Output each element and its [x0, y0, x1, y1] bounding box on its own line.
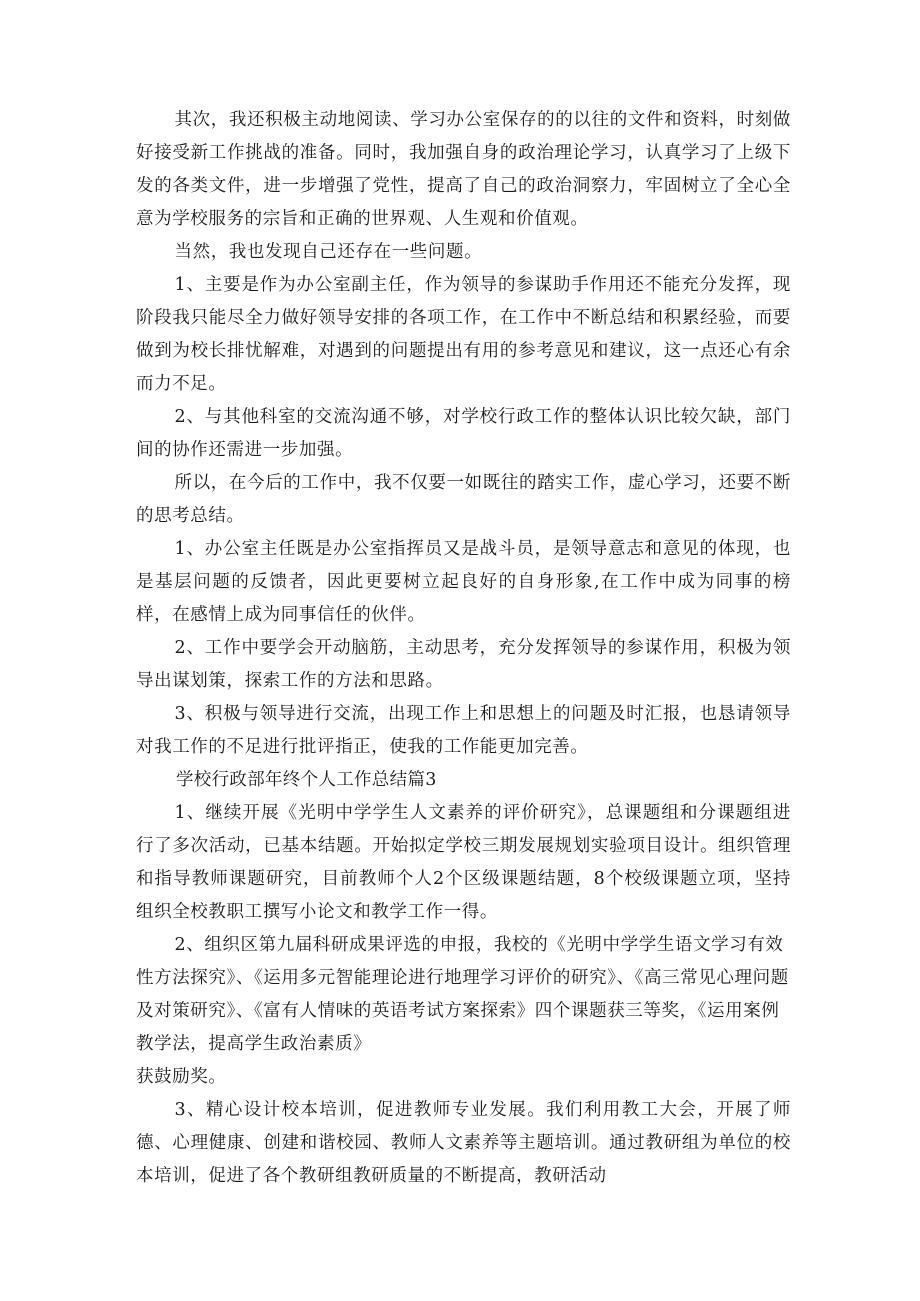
section-paragraph-2-tail: 获鼓励奖。 [136, 1067, 227, 1087]
paragraph-study-documents: 其次，我还积极主动地阅读、学习办公室保存的的以往的文件和资料，时刻做好接受新工作挑战的准备。同时，我加强自身的政治理论学习，认真学习了上级下发的各类文件，进一步增强了党性，提高了自己的政治洞察力，牢固树立了全心全意为学校服务的宗旨和正确的世界观、人生观和价值观。 [136, 110, 791, 229]
section-paragraph-2: 2、组织区第九届科研成果评选的申报，我校的《光明中学学生语文学习有效性方法探究》、《运用多元智能理论进行地理学习评价的研究》、《高三常见心理问题及对策研究》、《富有人情味的英语考试方案探索》四个课题获三等奖，《运用案例教学法，提高学生政治素质》 [136, 935, 789, 1054]
paragraph-plan-1: 1、办公室主任既是办公室指挥员又是战斗员，是领导意志和意见的体现，也是基层问题的反馈者，因此更要树立起良好的自身形象,在工作中成为同事的榜样，在感情上成为同事信任的伙伴。 [136, 539, 791, 625]
paragraph-problems-intro: 当然，我也发现自己还存在一些问题。 [174, 242, 483, 262]
paragraph-plan-3: 3、积极与领导进行交流，出现工作上和思想上的问题及时汇报，也恳请领导对我工作的不足进行批评指正，使我的工作能更加完善。 [136, 704, 791, 757]
section-paragraph-3: 3、精心设计校本培训，促进教师专业发展。我们利用教工大会，开展了师德、心理健康、创建和谐校园、教师人文素养等主题培训。通过教研组为单位的校本培训，促进了各个教研组教研质量的不断提高，教研活动 [136, 1100, 791, 1186]
paragraph-future-intro: 所以，在今后的工作中，我不仅要一如既往的踏实工作，虚心学习，还要不断的思考总结。 [136, 473, 791, 526]
paragraph-problem-1: 1、主要是作为办公室副主任，作为领导的参谋助手作用还不能充分发挥，现阶段我只能尽全力做好领导安排的各项工作，在工作中不断总结和积累经验，而要做到为校长排忧解难，对遇到的问题提出有用的参考意见和建议，这一点还心有余而力不足。 [136, 275, 791, 394]
section-heading: 学校行政部年终个人工作总结篇3 [176, 770, 437, 790]
document-page [136, 104, 791, 1193]
section-paragraph-1: 1、继续开展《光明中学学生人文素养的评价研究》，总课题组和分课题组进行了多次活动，已基本结题。开始拟定学校三期发展规划实验项目设计。组织管理和指导教师课题研究，目前教师个人2个区级课题结题，8个校级课题立项，坚持组织全校教职工撰写小论文和教学工作一得。 [136, 803, 791, 922]
paragraph-plan-2: 2、工作中要学会开动脑筋，主动思考，充分发挥领导的参谋作用，积极为领导出谋划策，探索工作的方法和思路。 [136, 638, 791, 691]
paragraph-problem-2: 2、与其他科室的交流沟通不够，对学校行政工作的整体认识比较欠缺，部门间的协作还需进一步加强。 [136, 407, 791, 460]
